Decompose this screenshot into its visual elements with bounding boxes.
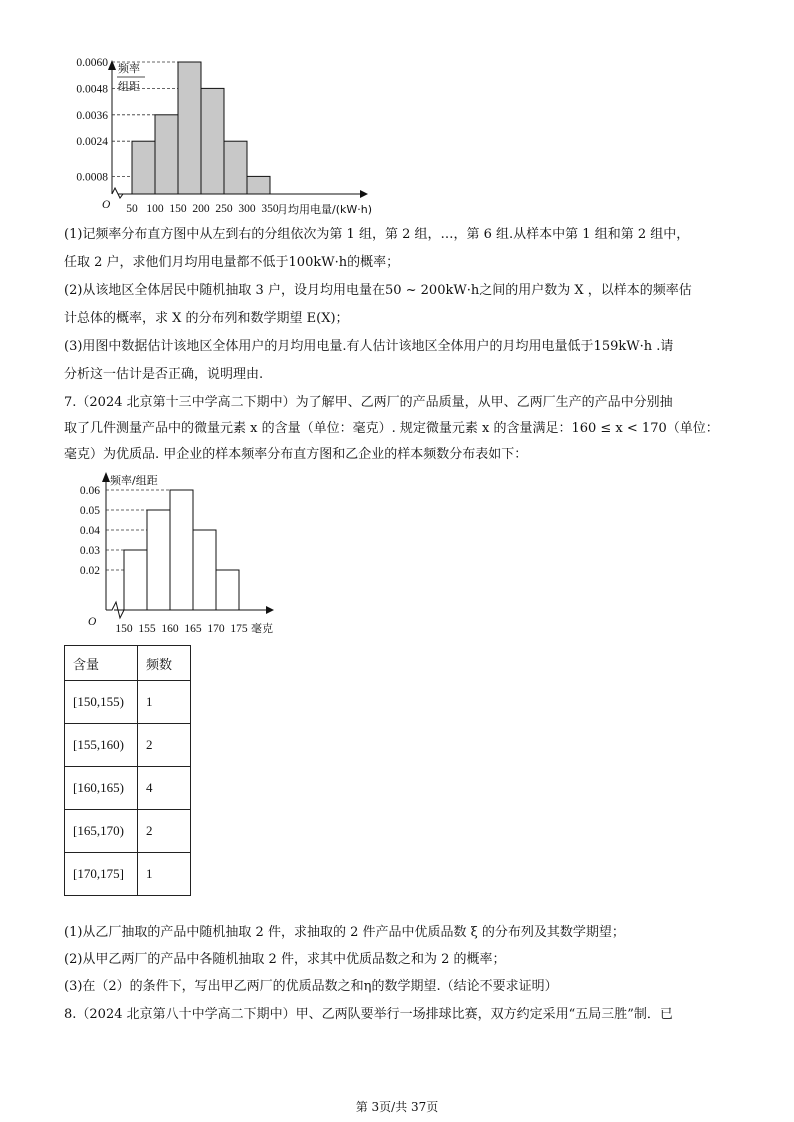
q7-intro-line2: 取了几件测量产品中的微量元素 x 的含量（单位：毫克）. 规定微量元素 x 的含量满足：160 ≤ x < 170（单位： bbox=[64, 421, 719, 436]
chart1-bar bbox=[155, 115, 178, 194]
chart1-ylabel-num: 频率 bbox=[118, 62, 140, 75]
electricity-histogram bbox=[60, 56, 420, 218]
chart1-xtick-label: 250 bbox=[215, 203, 233, 215]
q6-part3-line2: 分析这一估计是否正确，说明理由. bbox=[64, 367, 264, 382]
q6-part1-line1: (1)记频率分布直方图中从左到右的分组依次为第 1 组，第 2 组，…，第 6 组.从样本中第 1 组和第 2 组中， bbox=[64, 227, 690, 242]
chart1-bar bbox=[247, 176, 270, 194]
table-cell-count: 1 bbox=[138, 853, 191, 896]
chart1-ytick-label: 0.0036 bbox=[76, 109, 108, 122]
chart2-xtick-label: 160 bbox=[161, 623, 179, 635]
table-cell-range: [155,160) bbox=[65, 724, 138, 767]
page-footer: 第 3页/共 37页 bbox=[355, 1100, 439, 1114]
table-cell-count: 1 bbox=[138, 681, 191, 724]
chart2-ytick-label: 0.05 bbox=[79, 505, 100, 517]
chart2-xtick-label: 165 bbox=[184, 623, 202, 635]
chart2-origin: O bbox=[88, 616, 97, 628]
table-header-frequency: 频数 bbox=[138, 646, 191, 681]
chart2-ytick-label: 0.02 bbox=[79, 565, 100, 577]
chart2-ytick-label: 0.04 bbox=[79, 525, 100, 537]
chart2-ytick-label: 0.06 bbox=[79, 485, 100, 497]
table-cell-count: 4 bbox=[138, 767, 191, 810]
chart1-ytick-label: 0.0060 bbox=[76, 57, 108, 69]
table-row bbox=[65, 681, 191, 724]
table-row bbox=[65, 724, 191, 767]
q7-part2: (2)从甲乙两厂的产品中各随机抽取 2 件，求其中优质品数之和为 2 的概率； bbox=[64, 952, 506, 967]
chart2-bar bbox=[216, 570, 239, 610]
chart1-xtick-label: 100 bbox=[146, 203, 164, 215]
chart1-origin: O bbox=[102, 199, 111, 211]
chart1-ytick-label: 0.0024 bbox=[76, 136, 108, 149]
chart2-bar bbox=[147, 510, 170, 610]
chart1-bar bbox=[178, 62, 201, 194]
chart1-ylabel-den: 组距 bbox=[118, 80, 140, 93]
q7-part3: (3)在（2）的条件下，写出甲乙两厂的优质品数之和η的数学期望.（结论不要求证明） bbox=[64, 979, 558, 994]
chart2-xtick-label: 155 bbox=[138, 623, 156, 635]
table-cell-count: 2 bbox=[138, 810, 191, 853]
q6-part2-line2: 计总体的概率，求 X 的分布列和数学期望 E(X)； bbox=[64, 311, 349, 326]
q8-line1: 8.（2024 北京第八十中学高二下期中）甲、乙两队要举行一场排球比赛，双方约定采用“五局三胜”制．已 bbox=[64, 1007, 673, 1022]
chart2-bar bbox=[170, 490, 193, 610]
chart1-xtick-label: 350 bbox=[261, 203, 279, 215]
table-cell-range: [170,175] bbox=[65, 853, 138, 896]
chart1-xtick-label: 300 bbox=[238, 203, 256, 215]
table-header-content: 含量 bbox=[65, 646, 138, 681]
chart1-ytick-label: 0.0048 bbox=[76, 83, 108, 96]
table-cell-range: [165,170) bbox=[65, 810, 138, 853]
chart1-xlabel: 月均用电量/(kW·h) bbox=[277, 203, 373, 216]
chart1-ytick-label: 0.0008 bbox=[76, 171, 108, 184]
chart2-xtick-label: 175 bbox=[230, 623, 248, 635]
q6-part2-line1: (2)从该地区全体居民中随机抽取 3 户，设月均用电量在50 ~ 200kW·h之间的用户数为 X ，以样本的频率估 bbox=[64, 283, 692, 298]
chart1-bar bbox=[224, 141, 247, 194]
table-row bbox=[65, 767, 191, 810]
chart1-xtick-label: 200 bbox=[192, 203, 210, 215]
table-header-row bbox=[65, 646, 191, 681]
q6-part1-line2: 任取 2 户，求他们月均用电量都不低于100kW·h的概率； bbox=[64, 255, 400, 270]
chart1-xtick-label: 150 bbox=[169, 203, 187, 215]
table-row bbox=[65, 853, 191, 896]
table-cell-count: 2 bbox=[138, 724, 191, 767]
chart2-ylabel: 频率/组距 bbox=[110, 474, 158, 487]
micro-element-histogram bbox=[60, 470, 300, 640]
q7-intro-line3: 毫克）为优质品. 甲企业的样本频率分布直方图和乙企业的样本频数分布表如下： bbox=[64, 447, 528, 462]
q6-part3-line1: (3)用图中数据估计该地区全体用户的月均用电量.有人估计该地区全体用户的月均用电量低于159kW·h .请 bbox=[64, 339, 674, 354]
chart1-xtick-label: 50 bbox=[126, 203, 138, 215]
chart2-xtick-label: 170 bbox=[207, 623, 225, 635]
q7-intro-line1: 7.（2024 北京第十三中学高二下期中）为了解甲、乙两厂的产品质量，从甲、乙两厂生产的产品中分别抽 bbox=[64, 395, 673, 410]
frequency-table bbox=[64, 645, 191, 896]
chart2-ytick-label: 0.03 bbox=[79, 545, 100, 557]
chart2-bar bbox=[124, 550, 147, 610]
q7-part1: (1)从乙厂抽取的产品中随机抽取 2 件，求抽取的 2 件产品中优质品数 ξ 的分布列及其数学期望； bbox=[64, 925, 625, 940]
chart2-xunit: 毫克 bbox=[251, 622, 273, 635]
chart2-bar bbox=[193, 530, 216, 610]
chart1-bar bbox=[132, 141, 155, 194]
chart1-bar bbox=[201, 88, 224, 194]
table-cell-range: [150,155) bbox=[65, 681, 138, 724]
table-row bbox=[65, 810, 191, 853]
table-cell-range: [160,165) bbox=[65, 767, 138, 810]
chart2-xtick-label: 150 bbox=[115, 623, 133, 635]
